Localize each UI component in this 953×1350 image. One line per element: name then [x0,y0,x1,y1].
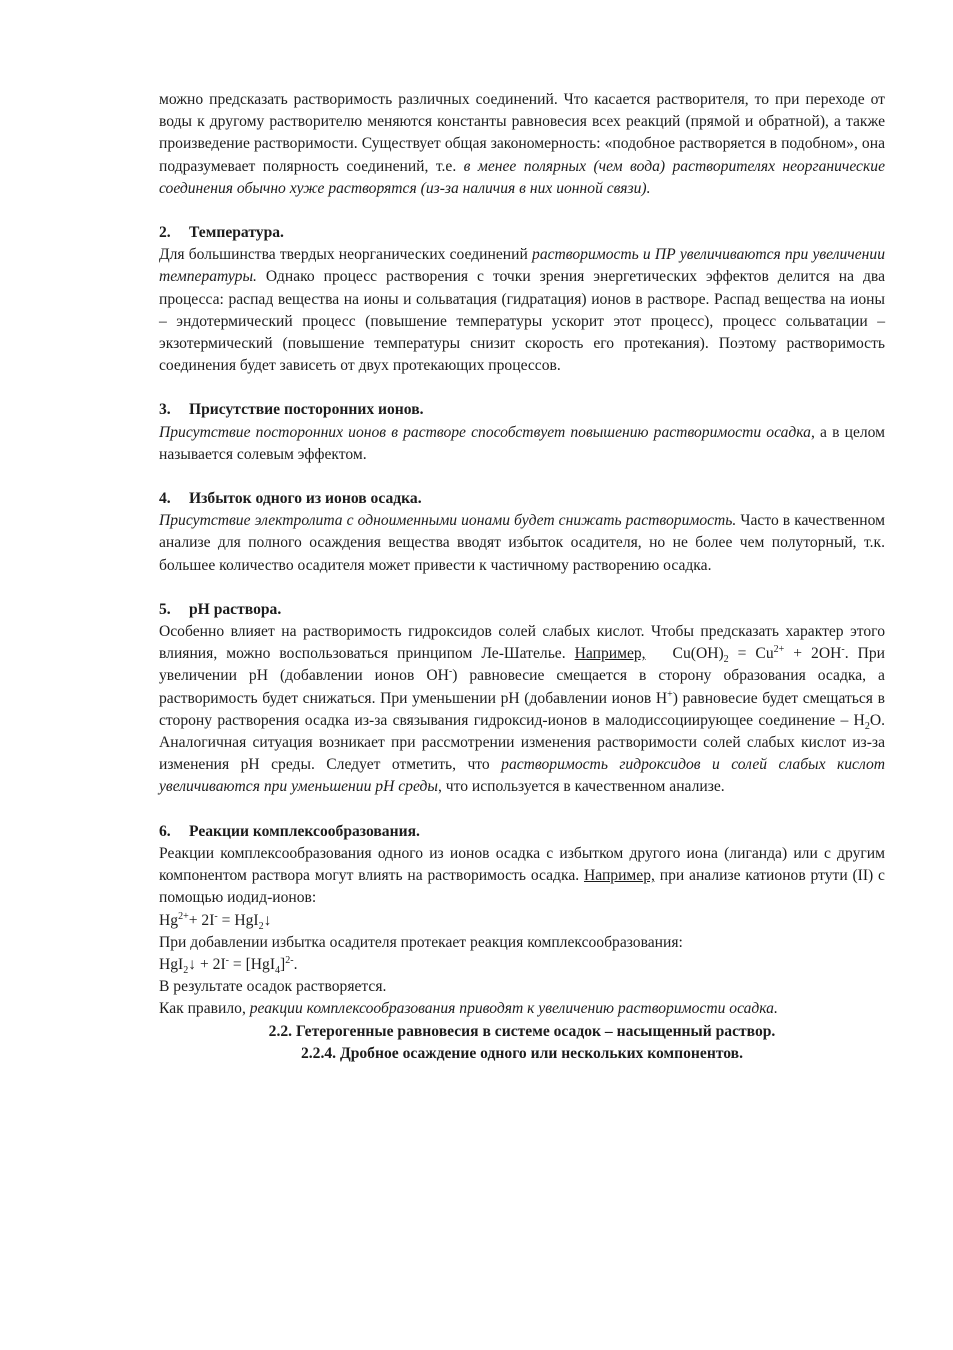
section-3-body [159,422,885,466]
section-5-title: pH раствора. [189,600,282,618]
section-6-text-1: Реакции комплексообразования одного из ионов осадка с избытком другого иона (лиганда) или с другим компонентом раствора могут влиять на растворимость осадка. [159,844,885,885]
intro-italic: в менее полярных (чем вода) растворителях неорганические соединения обычно хуже растворятся (из-за наличия в них ионной связи). [159,157,885,197]
section-6-number: 6. [159,822,171,840]
section-6-text-2: при анализе катионов ртути (II) с помощью иодид-ионов: [159,867,885,907]
section-4-number: 4. [159,490,171,508]
section-2-text-2: Однако процесс растворения с точки зрения энергетических эффектов делится на два процесса: распад вещества на ионы и сольватация (гидратация) ионов в растворе. Распад вещества на ионы – эндотермический процесс (повышение температуры ускорит этот процесс), процесс сольватации – экзотермический (повышение температуры снизит скорость его протекания). Поэтому растворимость соединения будет зависеть от двух протекающих процессов. [159,268,886,375]
section-6-title: Реакции комплексообразования. [189,822,420,840]
section-6-heading [159,821,885,843]
section-6-body [159,843,885,910]
section-4-heading [159,488,885,510]
reaction-1: $Hg^{2+}+ 2I^-$ = HgI$_2$↓ [159,910,272,932]
reaction-2: HgI$_2$↓ + $2I^- = [HgI_4]^{2-}$. [159,954,298,977]
subsection-heading-2-2-4: 2.2.4. Дробное осаждение одного или нескольких компонентов. [300,1044,743,1062]
section-6-text-4: В результате осадок растворяется. [159,978,387,996]
section-6-example-label: Например, [583,867,655,885]
section-5-text-6: , что используется в качественном анализе. [437,778,725,796]
intro-paragraph [159,89,885,200]
section-6-text-3: При добавлении избытка осадителя протекает реакция комплексообразования: [159,933,683,951]
section-6-italic: реакции комплексообразования приводят к увеличению растворимости осадка. [249,1000,778,1018]
section-6-text-5: Как правило, [159,1000,246,1018]
section-4-text: Часто в качественном анализе для полного осаждения вещества вводят избыток осадителя, но не более чем полуторный, т.к. большее количество осадителя может привести к частичному растворению осадка. [159,512,885,574]
section-3-title: Присутствие посторонних ионов. [189,401,424,419]
section-5-text-3: ) равновесие смещается в сторону образования осадка, а растворимость будет снижаться. При уменьшении pH (добавлении ионов H [159,667,885,707]
section-4-body [159,510,885,577]
document-page [159,89,885,1065]
section-4-title: Избыток одного из ионов осадка. [189,490,422,508]
intro-text: можно предсказать растворимость различных соединений. Что касается растворителя, то при переходе от воды к другому растворителю меняются константы равновесия всех реакций (прямой и обратной), а также произведение растворимости. Существует общая закономерность: «подобное растворяется в подобном», она подразумевает полярность соединений, т.е. [159,91,885,175]
section-5-number: 5. [159,600,171,618]
section-4-italic: Присутствие электролита с одноименными ионами будет снижать растворимость. [159,512,737,530]
section-3-number: 3. [159,401,171,419]
section-5-heading [159,599,885,621]
section-5-text-4: ) равновесие будет смещаться в сторону растворения осадка из-за связывания гидроксид-ионов в малодиссоциирующее соединение – H [159,689,885,729]
section-2-title: Температура. [189,224,284,242]
section-6-conclusion [159,998,885,1020]
section-5-body: Особенно влияет на растворимость гидроксидов солей слабых кислот. Чтобы предсказать характер этого влияния, можно воспользоваться принципом Ле-Шателье. Например, $Cu(OH)_2 = Cu^{2+} + 2OH^-$. При увеличении pH (добавлении ионов OH-) равновесие смещается в сторону образования осадка, а растворимость будет снижаться. При уменьшении pH (добавлении ионов H+) равновесие будет смещаться в сторону растворения осадка из-за связывания гидроксид-ионов в малодиссоциирующее соединение – $H_2O$. Аналогичная ситуация возникает при рассмотрении изменения растворимости солей слабых кислот из-за изменения pH среды. Следует отметить, что растворимость гидроксидов и солей слабых кислот увеличиваются при уменьшении pH среды, что используется в качественном анализе. [159,623,885,796]
section-2-text-1: Для большинства твердых неорганических соединений [159,246,528,264]
section-5-text-2: . При увеличении pH (добавлении ионов OH [159,645,885,685]
section-5-italic: растворимость гидроксидов и солей слабых кислот увеличиваются при уменьшении pH среды [159,756,885,796]
section-2-heading [159,222,885,244]
section-5-text-5: O. Аналогичная ситуация возникает при рассмотрении изменения растворимости солей слабых кислот из-за изменения pH среды. Следует отметить, что [159,711,885,774]
section-2-italic: растворимость и ПР увеличиваются при увеличении температуры. [159,246,885,286]
section-5-example-label: Например, [574,645,646,663]
section-3-heading [159,399,885,421]
subsection-heading-2-2: 2.2. Гетерогенные равновесия в системе осадок – насыщенный раствор. [268,1022,776,1040]
section-3-italic: Присутствие посторонних ионов в растворе способствует повышению растворимости осадка [159,423,811,441]
section-2-number: 2. [159,224,171,242]
section-5-text-1: Особенно влияет на растворимость гидроксидов солей слабых кислот. Чтобы предсказать характер этого влияния, можно воспользоваться принципом Ле-Шателье. [159,623,885,663]
section-2-body [159,244,885,377]
cu-oh-equation: $Cu(OH)_2 = Cu^{2+} + 2OH^-$ [672,644,845,666]
section-3-text: , а в целом называется солевым эффектом. [159,423,886,463]
